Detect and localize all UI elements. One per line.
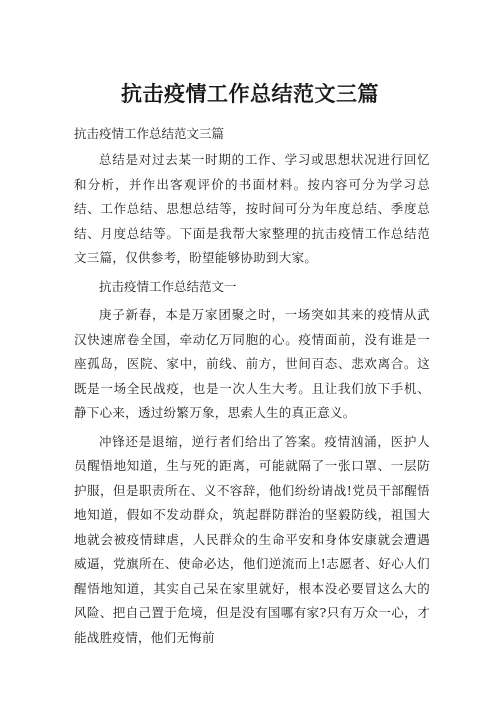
body-paragraph-1: 庚子新春，本是万家团聚之时，一场突如其来的疫情从武汉快速席卷全国，牵动亿万同胞的心。疫情面前，没有谁是一座孤岛，医院、家中，前线、前方，世间百态、悲欢离合。这既是一场全民战疫，也是一次人生大考。且让我们放下手机、静下心来，透过纷繁万象，思索人生的真正意义。 bbox=[74, 307, 430, 420]
section-heading: 抗击疫情工作总结范文一 bbox=[99, 278, 237, 294]
document-title: 抗击疫情工作总结范文三篇 bbox=[121, 81, 379, 106]
document-body bbox=[74, 148, 430, 654]
body-paragraph-2: 冲锋还是退缩，逆行者们给出了答案。疫情汹涌，医护人员醒悟地知道，生与死的距离，可能就隔了一张口罩、一层防护服，但是职责所在、义不容辞，他们纷纷请战!党员干部醒悟地知道，假如不发动群众，筑起群防群治的坚毅防线，祖国大地就会被疫情肆虐，人民群众的生命平安和身体安康就会遭遇威逼，党旗所在、使命必达，他们逆流而上!志愿者、好心人们醒悟地知道，其实自己呆在家里就好，根本没必要冒这么大的风险、把自己置于危境，但是没有国哪有家?只有万众一心，才能战胜疫情，他们无悔前 bbox=[74, 433, 430, 645]
document-subtitle: 抗击疫情工作总结范文三篇 bbox=[74, 126, 225, 141]
intro-paragraph: 总结是对过去某一时期的工作、学习或思想状况进行回忆和分析，并作出客观评价的书面材料。按内容可分为学习总结、工作总结、思想总结等，按时间可分为年度总结、季度总结、月度总结等。下面是我帮大家整理的抗击疫情工作总结范文三篇，仅供参考，盼望能够协助到大家。 bbox=[74, 152, 430, 265]
